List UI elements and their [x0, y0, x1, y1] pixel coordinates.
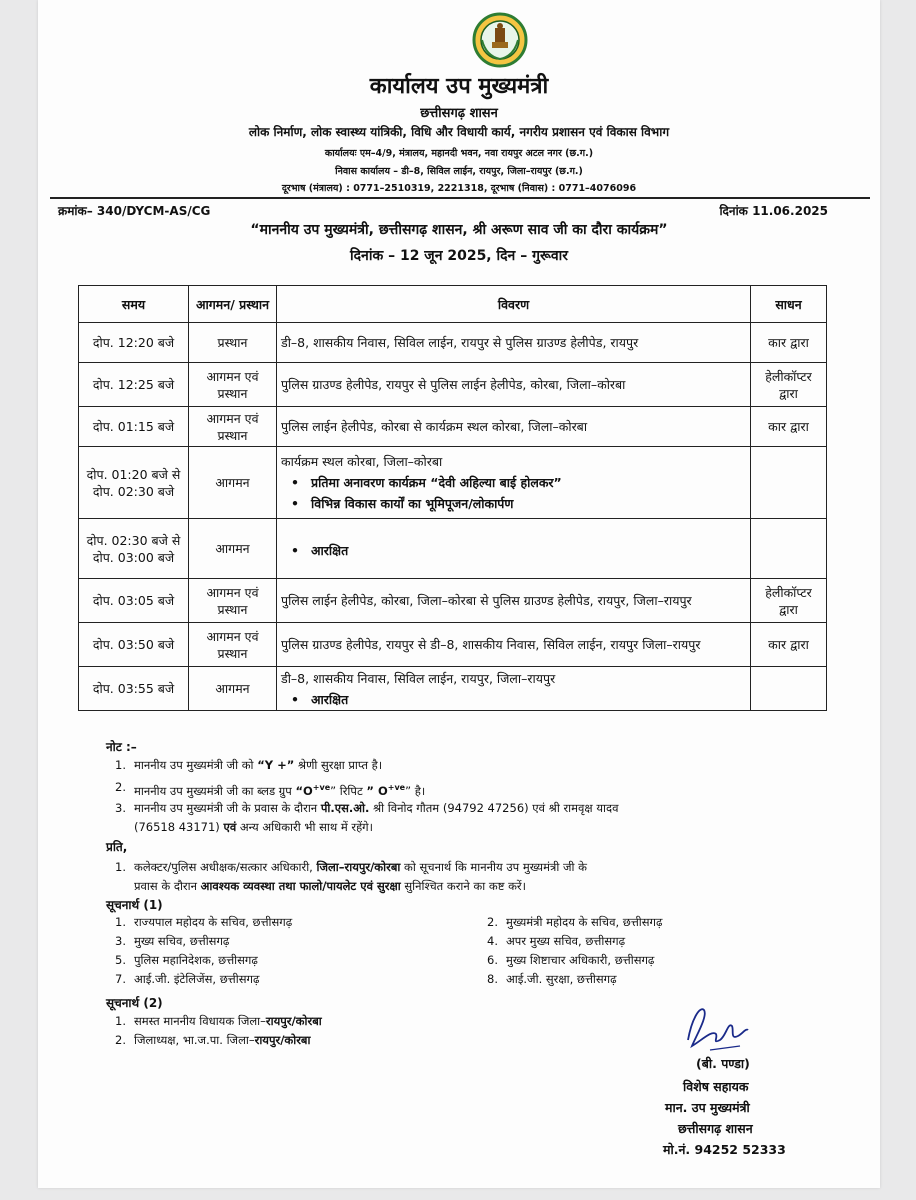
- note-text: माननीय उप मुख्यमंत्री जी के प्रवास के दौरान: [134, 801, 321, 815]
- note-item: [110, 778, 840, 801]
- col-header-mode: साधन: [751, 286, 827, 323]
- state-emblem-icon: [472, 12, 528, 68]
- office-address: कार्यालयः एम–4/9, मंत्रालय, महानदी भवन, नवा रायपुर अटल नगर (छ.ग.): [324, 148, 594, 159]
- header-divider: [50, 197, 870, 199]
- table-row: [79, 519, 827, 579]
- notes-label: नोट :–: [106, 740, 137, 754]
- note-text: श्रेणी सुरक्षा प्राप्त है।: [294, 758, 383, 772]
- cell-mode: [751, 519, 827, 579]
- note-number: 1.: [115, 758, 126, 772]
- note-number: 2.: [115, 780, 126, 794]
- signatory-govt: छत्तीसगढ़ शासन: [678, 1121, 753, 1136]
- suchnarth2-list: [110, 1012, 510, 1050]
- cell-time: दोप. 01:20 बजे से दोप. 02:30 बजे: [79, 447, 189, 519]
- details-text: डी–8, शासकीय निवास, सिविल लाईन, रायपुर, जिला–रायपुर: [281, 670, 556, 686]
- table-row: [79, 407, 827, 447]
- item-text: मुख्य सचिव, छत्तीसगढ़: [134, 934, 230, 948]
- details-text: पुलिस ग्राउण्ड हेलीपेड, रायपुर से पुलिस लाईन हेलीपेड, कोरबा, जिला–कोरबा: [281, 377, 626, 392]
- cell-time: दोप. 01:15 बजे: [79, 407, 189, 447]
- cell-arrival: आगमन एवं प्रस्थान: [189, 363, 277, 407]
- note-bold: पी.एस.ओ.: [320, 801, 370, 815]
- suchnarth1-item: [110, 970, 490, 989]
- table-row: [79, 363, 827, 407]
- item-text: आई.जी. सुरक्षा, छत्तीसगढ़: [506, 972, 617, 986]
- item-number: 8.: [487, 972, 498, 986]
- item-text: मुख्य शिष्टाचार अधिकारी, छत्तीसगढ़: [506, 953, 655, 967]
- residence-address: निवास कार्यालय – डी–8, सिविल लाईन, रायपुर, जिला–रायपुर (छ.ग.): [335, 166, 583, 177]
- prati-text: सुनिश्चित कराने का कष्ट करें।: [400, 879, 526, 893]
- item-text: जिलाध्यक्ष, भा.ज.पा. जिला–: [134, 1033, 255, 1047]
- item-number: 7.: [115, 972, 126, 986]
- details-bullet: • आरक्षित: [281, 691, 746, 708]
- prati-bold: आवश्यक व्यवस्था तथा फालो/पायलेट एवं सुरक्षा: [200, 879, 401, 893]
- note-bold: “Y +”: [257, 758, 295, 772]
- details-bullet: • प्रतिमा अनावरण कार्यक्रम “देवी अहिल्या बाई होलकर”: [281, 474, 746, 491]
- schedule-body: [79, 323, 827, 711]
- table-header-row: [79, 286, 827, 323]
- col-header-details: विवरण: [277, 286, 751, 323]
- suchnarth1-item: [110, 913, 490, 932]
- item-number: 1.: [115, 1014, 126, 1028]
- suchnarth1-label: सूचनार्थ (1): [106, 898, 163, 912]
- signatory-mobile: मो.नं. 94252 52333: [663, 1142, 786, 1157]
- letter-date: दिनांक 11.06.2025: [719, 204, 828, 218]
- signatory-designation: विशेष सहायक: [683, 1079, 749, 1094]
- table-row: [79, 579, 827, 623]
- signatory-name: (बी. पण्डा): [696, 1056, 750, 1071]
- cell-time: दोप. 12:25 बजे: [79, 363, 189, 407]
- cell-details: [277, 519, 751, 579]
- cell-arrival: आगमन एवं प्रस्थान: [189, 407, 277, 447]
- programme-date: दिनांक – 12 जून 2025, दिन – गुरूवार: [350, 248, 568, 264]
- item-number: 3.: [115, 934, 126, 948]
- suchnarth1-item: [482, 932, 822, 951]
- prati-text: को सूचनार्थ कि माननीय उप मुख्यमंत्री जी के: [400, 860, 587, 874]
- cell-mode: [751, 667, 827, 711]
- suchnarth2-item: [110, 1031, 510, 1050]
- suchnarth1-item: [482, 951, 822, 970]
- details-text: पुलिस लाईन हेलीपेड, कोरबा से कार्यक्रम स्थल कोरबा, जिला–कोरबा: [281, 419, 588, 434]
- table-row: [79, 323, 827, 363]
- reference-number: क्रमांक– 340/DYCM-AS/CG: [58, 204, 211, 218]
- cell-time: दोप. 12:20 बजे: [79, 323, 189, 363]
- table-row: [79, 667, 827, 711]
- cell-details: [277, 623, 751, 667]
- item-number: 1.: [115, 915, 126, 929]
- note-text: श्री विनोद गौतम (94792 47256) एवं श्री रामवृक्ष यादव: [369, 801, 619, 815]
- note-text: अन्य अधिकारी भी साथ में रहेंगे।: [236, 820, 374, 834]
- cell-mode: हेलीकॉप्टर द्वारा: [751, 363, 827, 407]
- table-row: [79, 447, 827, 519]
- prati-text: प्रवास के दौरान: [134, 879, 201, 893]
- col-header-arrival: आगमन/ प्रस्थान: [189, 286, 277, 323]
- cell-mode: कार द्वारा: [751, 323, 827, 363]
- item-text: आई.जी. इंटेलिजेंस, छत्तीसगढ़: [134, 972, 260, 986]
- prati-text: कलेक्टर/पुलिस अधीक्षक/सत्कार अधिकारी,: [134, 860, 317, 874]
- cell-time: दोप. 03:55 बजे: [79, 667, 189, 711]
- cell-time: दोप. 03:05 बजे: [79, 579, 189, 623]
- prati-bold: जिला–रायपुर/कोरबा: [316, 860, 401, 874]
- cell-mode: कार द्वारा: [751, 407, 827, 447]
- note-bold: ” O: [366, 783, 388, 798]
- note-number: 3.: [115, 801, 126, 815]
- cell-details: [277, 363, 751, 407]
- document-page: [38, 0, 880, 1188]
- item-text: मुख्यमंत्री महोदय के सचिव, छत्तीसगढ़: [506, 915, 663, 929]
- note-bold: “O: [295, 783, 313, 798]
- note-sup: +ve: [312, 783, 331, 792]
- cell-arrival: आगमन एवं प्रस्थान: [189, 623, 277, 667]
- item-text: समस्त माननीय विधायक जिला–: [134, 1014, 266, 1028]
- note-text: माननीय उप मुख्यमंत्री जी का ब्लड ग्रुप: [134, 783, 296, 798]
- details-bullet: • आरक्षित: [281, 542, 746, 559]
- note-bold: एवं: [223, 820, 237, 834]
- item-number: 5.: [115, 953, 126, 967]
- cell-arrival: प्रस्थान: [189, 323, 277, 363]
- item-bold: रायपुर/कोरबा: [254, 1033, 311, 1047]
- details-text: कार्यक्रम स्थल कोरबा, जिला–कोरबा: [281, 454, 443, 469]
- schedule-table: [78, 285, 827, 711]
- details-text: पुलिस लाईन हेलीपेड, कोरबा, जिला–कोरबा से पुलिस ग्राउण्ड हेलीपेड, रायपुर, जिला–रायपुर: [281, 593, 692, 608]
- departments-line: लोक निर्माण, लोक स्वास्थ्य यांत्रिकी, विधि और विधायी कार्य, नगरीय प्रशासन एवं विकास विभाग: [248, 125, 670, 139]
- prati-number: 1.: [115, 860, 126, 874]
- note-item: [110, 799, 840, 837]
- details-text: पुलिस ग्राउण्ड हेलीपेड, रायपुर से डी–8, शासकीय निवास, सिविल लाईन, रायपुर जिला–रायपुर: [281, 637, 701, 652]
- cell-mode: [751, 447, 827, 519]
- suchnarth1-item: [482, 970, 822, 989]
- item-number: 2.: [487, 915, 498, 929]
- details-text: डी–8, शासकीय निवास, सिविल लाईन, रायपुर से पुलिस ग्राउण्ड हेलीपेड, रायपुर: [281, 335, 639, 350]
- item-number: 6.: [487, 953, 498, 967]
- note-text: ” है।: [405, 783, 426, 798]
- govt-name: छत्तीसगढ़ शासन: [420, 106, 498, 121]
- phone-numbers: दूरभाष (मंत्रालय) : 0771–2510319, 2221318, दूरभाष (निवास) : 0771–4076096: [281, 183, 637, 194]
- item-number: 2.: [115, 1033, 126, 1047]
- item-text: अपर मुख्य सचिव, छत्तीसगढ़: [506, 934, 626, 948]
- cell-details: [277, 579, 751, 623]
- suchnarth1-list-right: [482, 913, 822, 989]
- signatory-office: मान. उप मुख्यमंत्री: [665, 1100, 750, 1115]
- item-bold: रायपुर/कोरबा: [265, 1014, 322, 1028]
- suchnarth1-list-left: [110, 913, 490, 989]
- handwritten-signature: [682, 1000, 752, 1060]
- cell-time: दोप. 03:50 बजे: [79, 623, 189, 667]
- note-text: माननीय उप मुख्यमंत्री जी को: [134, 758, 258, 772]
- item-text: राज्यपाल महोदय के सचिव, छत्तीसगढ़: [134, 915, 293, 929]
- cell-details: [277, 407, 751, 447]
- suchnarth2-label: सूचनार्थ (2): [106, 996, 163, 1010]
- prati-label: प्रति,: [106, 840, 128, 854]
- cell-arrival: आगमन: [189, 519, 277, 579]
- item-number: 4.: [487, 934, 498, 948]
- note-item: [110, 756, 840, 775]
- office-title: कार्यालय उप मुख्यमंत्री: [369, 74, 549, 99]
- item-text: पुलिस महानिदेशक, छत्तीसगढ़: [134, 953, 258, 967]
- suchnarth2-item: [110, 1012, 510, 1031]
- cell-time: दोप. 02:30 बजे से दोप. 03:00 बजे: [79, 519, 189, 579]
- programme-heading: “माननीय उप मुख्यमंत्री, छत्तीसगढ़ शासन, श्री अरूण साव जी का दौरा कार्यक्रम”: [250, 222, 668, 238]
- cell-details: [277, 323, 751, 363]
- details-bullet: • विभिन्न विकास कार्यों का भूमिपूजन/लोकार्पण: [281, 495, 746, 512]
- table-row: [79, 623, 827, 667]
- cell-mode: कार द्वारा: [751, 623, 827, 667]
- cell-mode: हेलीकॉप्टर द्वारा: [751, 579, 827, 623]
- cell-details: [277, 667, 751, 711]
- cell-arrival: आगमन: [189, 447, 277, 519]
- cell-arrival: आगमन: [189, 667, 277, 711]
- suchnarth1-item: [110, 951, 490, 970]
- cell-arrival: आगमन एवं प्रस्थान: [189, 579, 277, 623]
- prati-item: [110, 858, 840, 896]
- col-header-time: समय: [79, 286, 189, 323]
- cell-details: [277, 447, 751, 519]
- note-text: ” रिपिट: [330, 783, 367, 798]
- suchnarth1-item: [482, 913, 822, 932]
- note-text: (76518 43171): [134, 820, 224, 834]
- note-sup: +ve: [387, 783, 406, 792]
- suchnarth1-item: [110, 932, 490, 951]
